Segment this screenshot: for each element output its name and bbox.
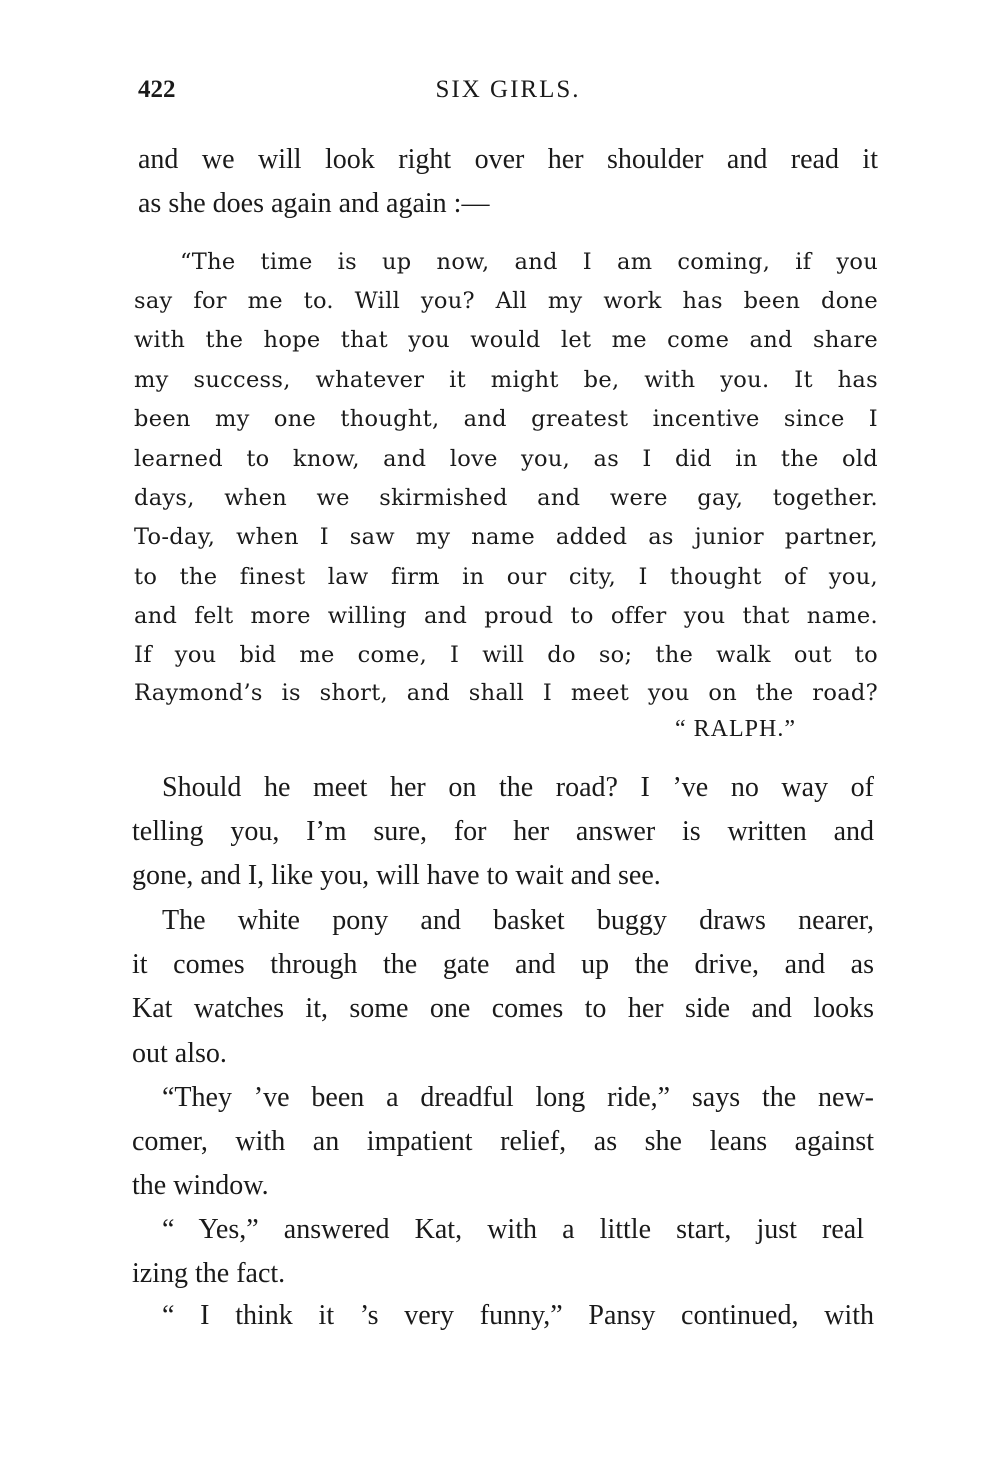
- narrative-line: “ Yes,” answered Kat, with a little start, just real: [162, 1214, 864, 1245]
- narrative-line: telling you, I’m sure, for her answer is written and: [132, 816, 874, 847]
- letter-line: been my one thought, and greatest incentive since I: [134, 406, 878, 432]
- letter-line: to the finest law firm in our city, I thought of you,: [134, 564, 878, 590]
- letter-line: with the hope that you would let me come and share: [134, 327, 878, 353]
- page-number: 422: [138, 76, 176, 103]
- narrative-line: out also.: [132, 1038, 227, 1069]
- narrative-line: it comes through the gate and up the drive, and as: [132, 949, 874, 980]
- running-head: SIX GIRLS.: [435, 76, 581, 103]
- narrative-line: Kat watches it, some one comes to her side and looks: [132, 993, 874, 1024]
- letter-line: and felt more willing and proud to offer you that name.: [134, 603, 878, 629]
- narrative-line: gone, and I, like you, will have to wait and see.: [132, 860, 661, 891]
- narrative-line: comer, with an impatient relief, as she leans against: [132, 1126, 874, 1157]
- letter-line: “The time is up now, and I am coming, if you: [180, 249, 878, 275]
- letter-line: days, when we skirmished and were gay, together.: [134, 485, 878, 511]
- letter-line: say for me to. Will you? All my work has been done: [134, 288, 878, 314]
- letter-line: Raymond’s is short, and shall I meet you on the road?: [134, 680, 878, 706]
- letter-signature: “ RALPH.”: [675, 716, 796, 742]
- letter-line: To-day, when I saw my name added as junior partner,: [134, 524, 878, 550]
- narrative-line: “ I think it ’s very funny,” Pansy continued, with: [162, 1300, 874, 1331]
- narrative-line: The white pony and basket buggy draws nearer,: [162, 905, 874, 936]
- letter-line: my success, whatever it might be, with you. It has: [134, 367, 878, 393]
- page-header: [138, 76, 878, 110]
- letter-line: learned to know, and love you, as I did in the old: [134, 446, 878, 472]
- intro-line: as she does again and again :—: [138, 188, 490, 219]
- narrative-line: “They ’ve been a dreadful long ride,” says the new-: [162, 1082, 874, 1113]
- narrative-line: the window.: [132, 1170, 269, 1201]
- intro-line: and we will look right over her shoulder and read it: [138, 144, 878, 175]
- letter-line: If you bid me come, I will do so; the walk out to: [134, 642, 878, 668]
- narrative-line: Should he meet her on the road? I ’ve no way of: [162, 772, 874, 803]
- narrative-line: izing the fact.: [132, 1258, 286, 1289]
